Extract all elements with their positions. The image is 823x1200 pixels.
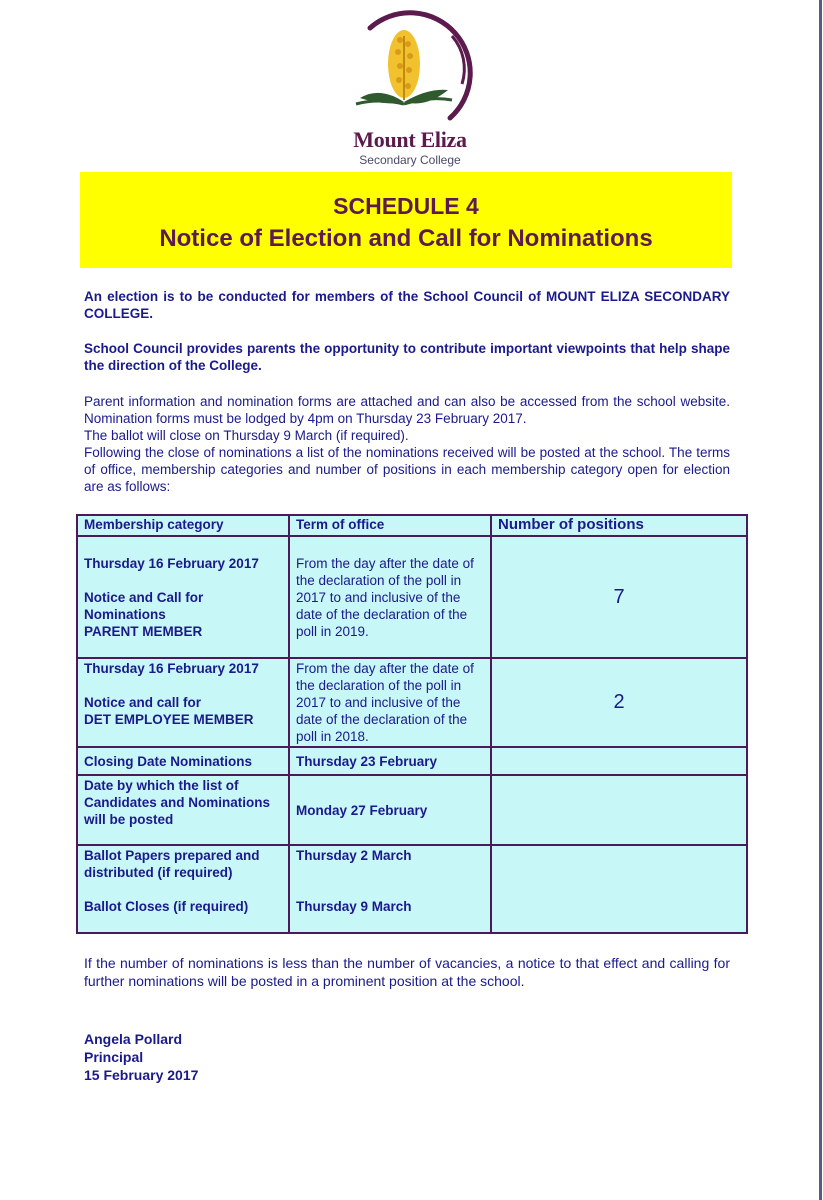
banner-title: SCHEDULE 4 [333, 193, 479, 219]
header-membership-category: Membership category [77, 515, 289, 536]
det-member-cell [77, 658, 289, 747]
ballot-closes-value: Thursday 9 March [296, 899, 412, 914]
table-row [77, 747, 747, 775]
table-row [77, 536, 747, 658]
closing-date-value: Thursday 23 February [289, 747, 491, 775]
term-of-office-cell: From the day after the date of the declaration of the poll in 2017 to and inclusive of the date of the declaration of the poll in 2018. [289, 658, 491, 747]
signature-date: 15 February 2017 [84, 1067, 199, 1083]
table-row [77, 658, 747, 747]
member-type: DET EMPLOYEE MEMBER [84, 712, 254, 727]
intro-forms [84, 393, 730, 495]
banksia-emblem-icon [330, 6, 490, 128]
signature-title: Principal [84, 1049, 144, 1065]
footer-note: If the number of nominations is less than the number of vacancies, a notice to that effect and calling for further nominations will be posted in a prominent position at the school. [84, 955, 730, 989]
header-term-of-office: Term of office [289, 515, 491, 536]
notice-date: Thursday 16 February 2017 [84, 556, 259, 571]
page-edge-rule [819, 0, 822, 1200]
list-posted-label: Date by which the list of Candidates and Nominations will be posted [77, 775, 289, 845]
ballot-value-cell [289, 845, 491, 933]
empty-cell [491, 845, 747, 933]
logo-subtitle: Secondary College [359, 153, 461, 167]
intro-election: An election is to be conducted for members of the School Council of MOUNT ELIZA SECONDARY COLLEGE. [84, 289, 730, 321]
ballot-prepared-label: Ballot Papers prepared and distributed (if required) [84, 848, 260, 880]
number-of-positions-cell: 7 [491, 536, 747, 658]
number-of-positions-cell: 2 [491, 658, 747, 747]
table-row [77, 775, 747, 845]
intro-ballot-close: The ballot will close on Thursday 9 March (if required). [84, 428, 409, 443]
intro-council: School Council provides parents the opportunity to contribute important viewpoints that help shape the direction of the College. [84, 341, 730, 373]
signature-name: Angela Pollard [84, 1031, 183, 1047]
schedule-banner [80, 172, 732, 268]
signature-block [84, 1030, 198, 1084]
header-number-of-positions: Number of positions [491, 515, 747, 536]
table-header-row [77, 515, 747, 536]
notice-label: Notice and call for [84, 695, 202, 710]
ballot-label-cell [77, 845, 289, 933]
election-schedule-table [76, 514, 748, 934]
intro-following: Following the close of nominations a list of the nominations received will be posted at the school. The terms of office, membership categories and number of positions in each membership category open for election are as follows: [84, 445, 730, 494]
list-posted-value: Monday 27 February [289, 775, 491, 845]
college-logo [330, 6, 490, 166]
table-row [77, 845, 747, 933]
empty-cell [491, 775, 747, 845]
intro-forms-text: Parent information and nomination forms are attached and can also be accessed from the school website. Nomination forms must be lodged by 4pm on Thursday 23 February 2017. [84, 394, 730, 426]
parent-member-cell [77, 536, 289, 658]
closing-date-label: Closing Date Nominations [77, 747, 289, 775]
banner-subtitle: Notice of Election and Call for Nominations [159, 225, 653, 252]
ballot-prepared-value: Thursday 2 March [296, 848, 412, 863]
logo-name: Mount Eliza [353, 127, 467, 152]
notice-date: Thursday 16 February 2017 [84, 661, 259, 676]
member-type: PARENT MEMBER [84, 624, 203, 639]
empty-cell [491, 747, 747, 775]
notice-label: Notice and Call for Nominations [84, 590, 204, 622]
term-of-office-cell: From the day after the date of the declaration of the poll in 2017 to and inclusive of the date of the declaration of the poll in 2019. [289, 536, 491, 658]
ballot-closes-label: Ballot Closes (if required) [84, 899, 249, 914]
